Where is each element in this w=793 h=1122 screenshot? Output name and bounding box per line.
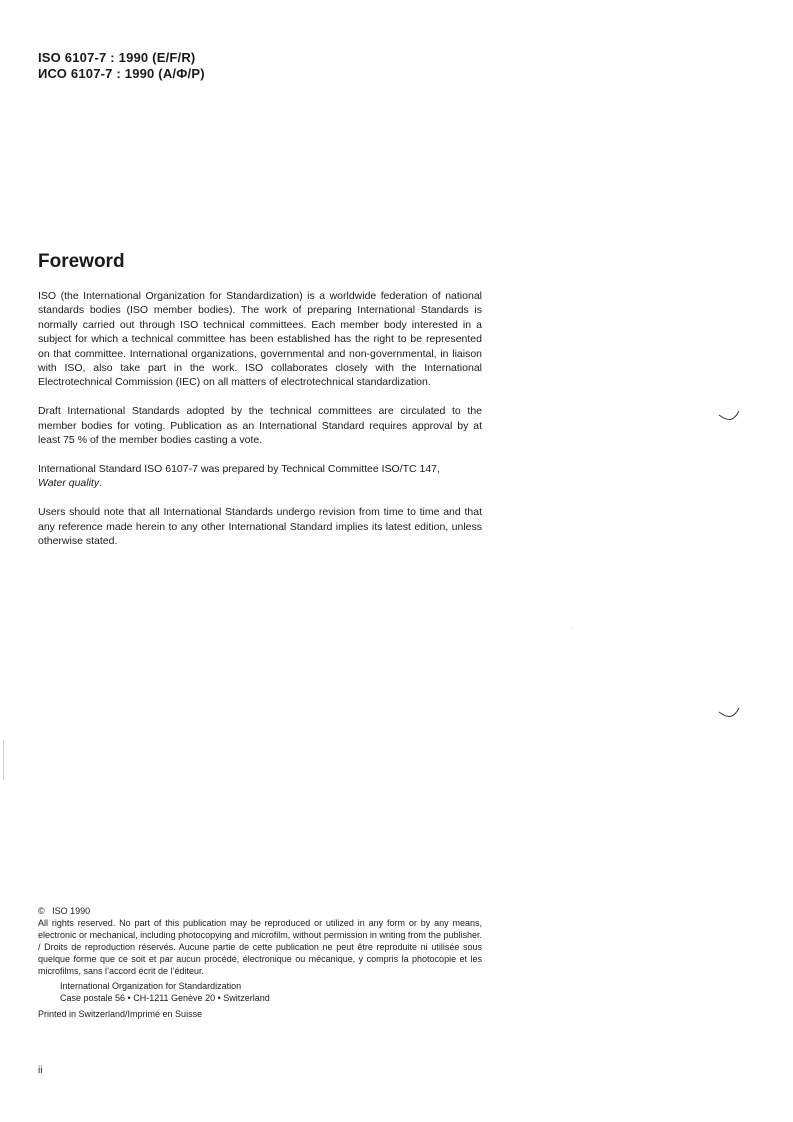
printed-in: Printed in Switzerland/Imprimé en Suisse bbox=[38, 1009, 203, 1019]
copyright-line bbox=[38, 905, 482, 917]
foreword-body bbox=[38, 289, 482, 563]
copyright-symbol: © bbox=[38, 906, 45, 916]
foreword-paragraph-4: Users should note that all International Standards undergo revision from time to time and that any reference made herein to any other International Standard implies its latest edition, unless otherwise stated. bbox=[38, 506, 482, 548]
scan-speck bbox=[3, 740, 4, 780]
foreword-paragraph-1: ISO (the International Organization for Standardization) is a worldwide federation of national standards bodies (ISO member bodies). The work of preparing International Standards is normally carried out through ISO technical committees. Each member body interested in a subject for which a technical committee has been established has the right to be represented on that committee. International organizations, governmental and non-governmental, in liaison with ISO, also take part in the work. ISO collaborates closely with the International Electrotechnical Commission (IEC) on all matters of electrotechnical standardization. bbox=[38, 290, 482, 389]
document-header bbox=[38, 50, 205, 82]
foreword-paragraph-2: Draft International Standards adopted by the technical committees are circulated to the member bodies for voting. Publication as an International Standard requires approval by at least 75 % of the member bodies casting a vote. bbox=[38, 405, 482, 447]
copyright-year: ISO 1990 bbox=[52, 906, 91, 916]
publisher-name: International Organization for Standardization bbox=[60, 981, 242, 991]
margin-tick-mark bbox=[718, 409, 740, 423]
copyright-rights: All rights reserved. No part of this publication may be reproduced or utilized in any form or by any means, electronic or mechanical, including photocopying and microfilm, without permission in writing from the publisher. / Droits de reproduction réservés. Aucune partie de cette publication ne peut être reproduite ni utilisée sous quelque forme que ce soit et par aucun procédé, électronique ou mécanique, y compris la photocopie et les microfilms, sans l’accord écrit de l’éditeur. bbox=[38, 918, 482, 976]
paragraph-3-end: . bbox=[99, 477, 103, 490]
foreword-paragraph-3 bbox=[38, 462, 482, 491]
scan-speck bbox=[571, 628, 572, 629]
foreword-title: Foreword bbox=[38, 251, 125, 272]
header-standard-number-cyrillic: ИСО 6107-7 : 1990 (А/Ф/Р) bbox=[38, 66, 205, 81]
margin-tick-mark bbox=[718, 706, 740, 720]
header-standard-number: ISO 6107-7 : 1990 (E/F/R) bbox=[38, 50, 196, 65]
paragraph-3-text: International Standard ISO 6107-7 was prepared by Technical Committee ISO/TC 147, bbox=[38, 463, 440, 476]
publisher-address: Case postale 56 • CH-1211 Genève 20 • Switzerland bbox=[60, 993, 270, 1003]
copyright-block bbox=[38, 905, 482, 1020]
committee-name: Water quality bbox=[38, 477, 100, 490]
page-number: ii bbox=[38, 1065, 43, 1076]
